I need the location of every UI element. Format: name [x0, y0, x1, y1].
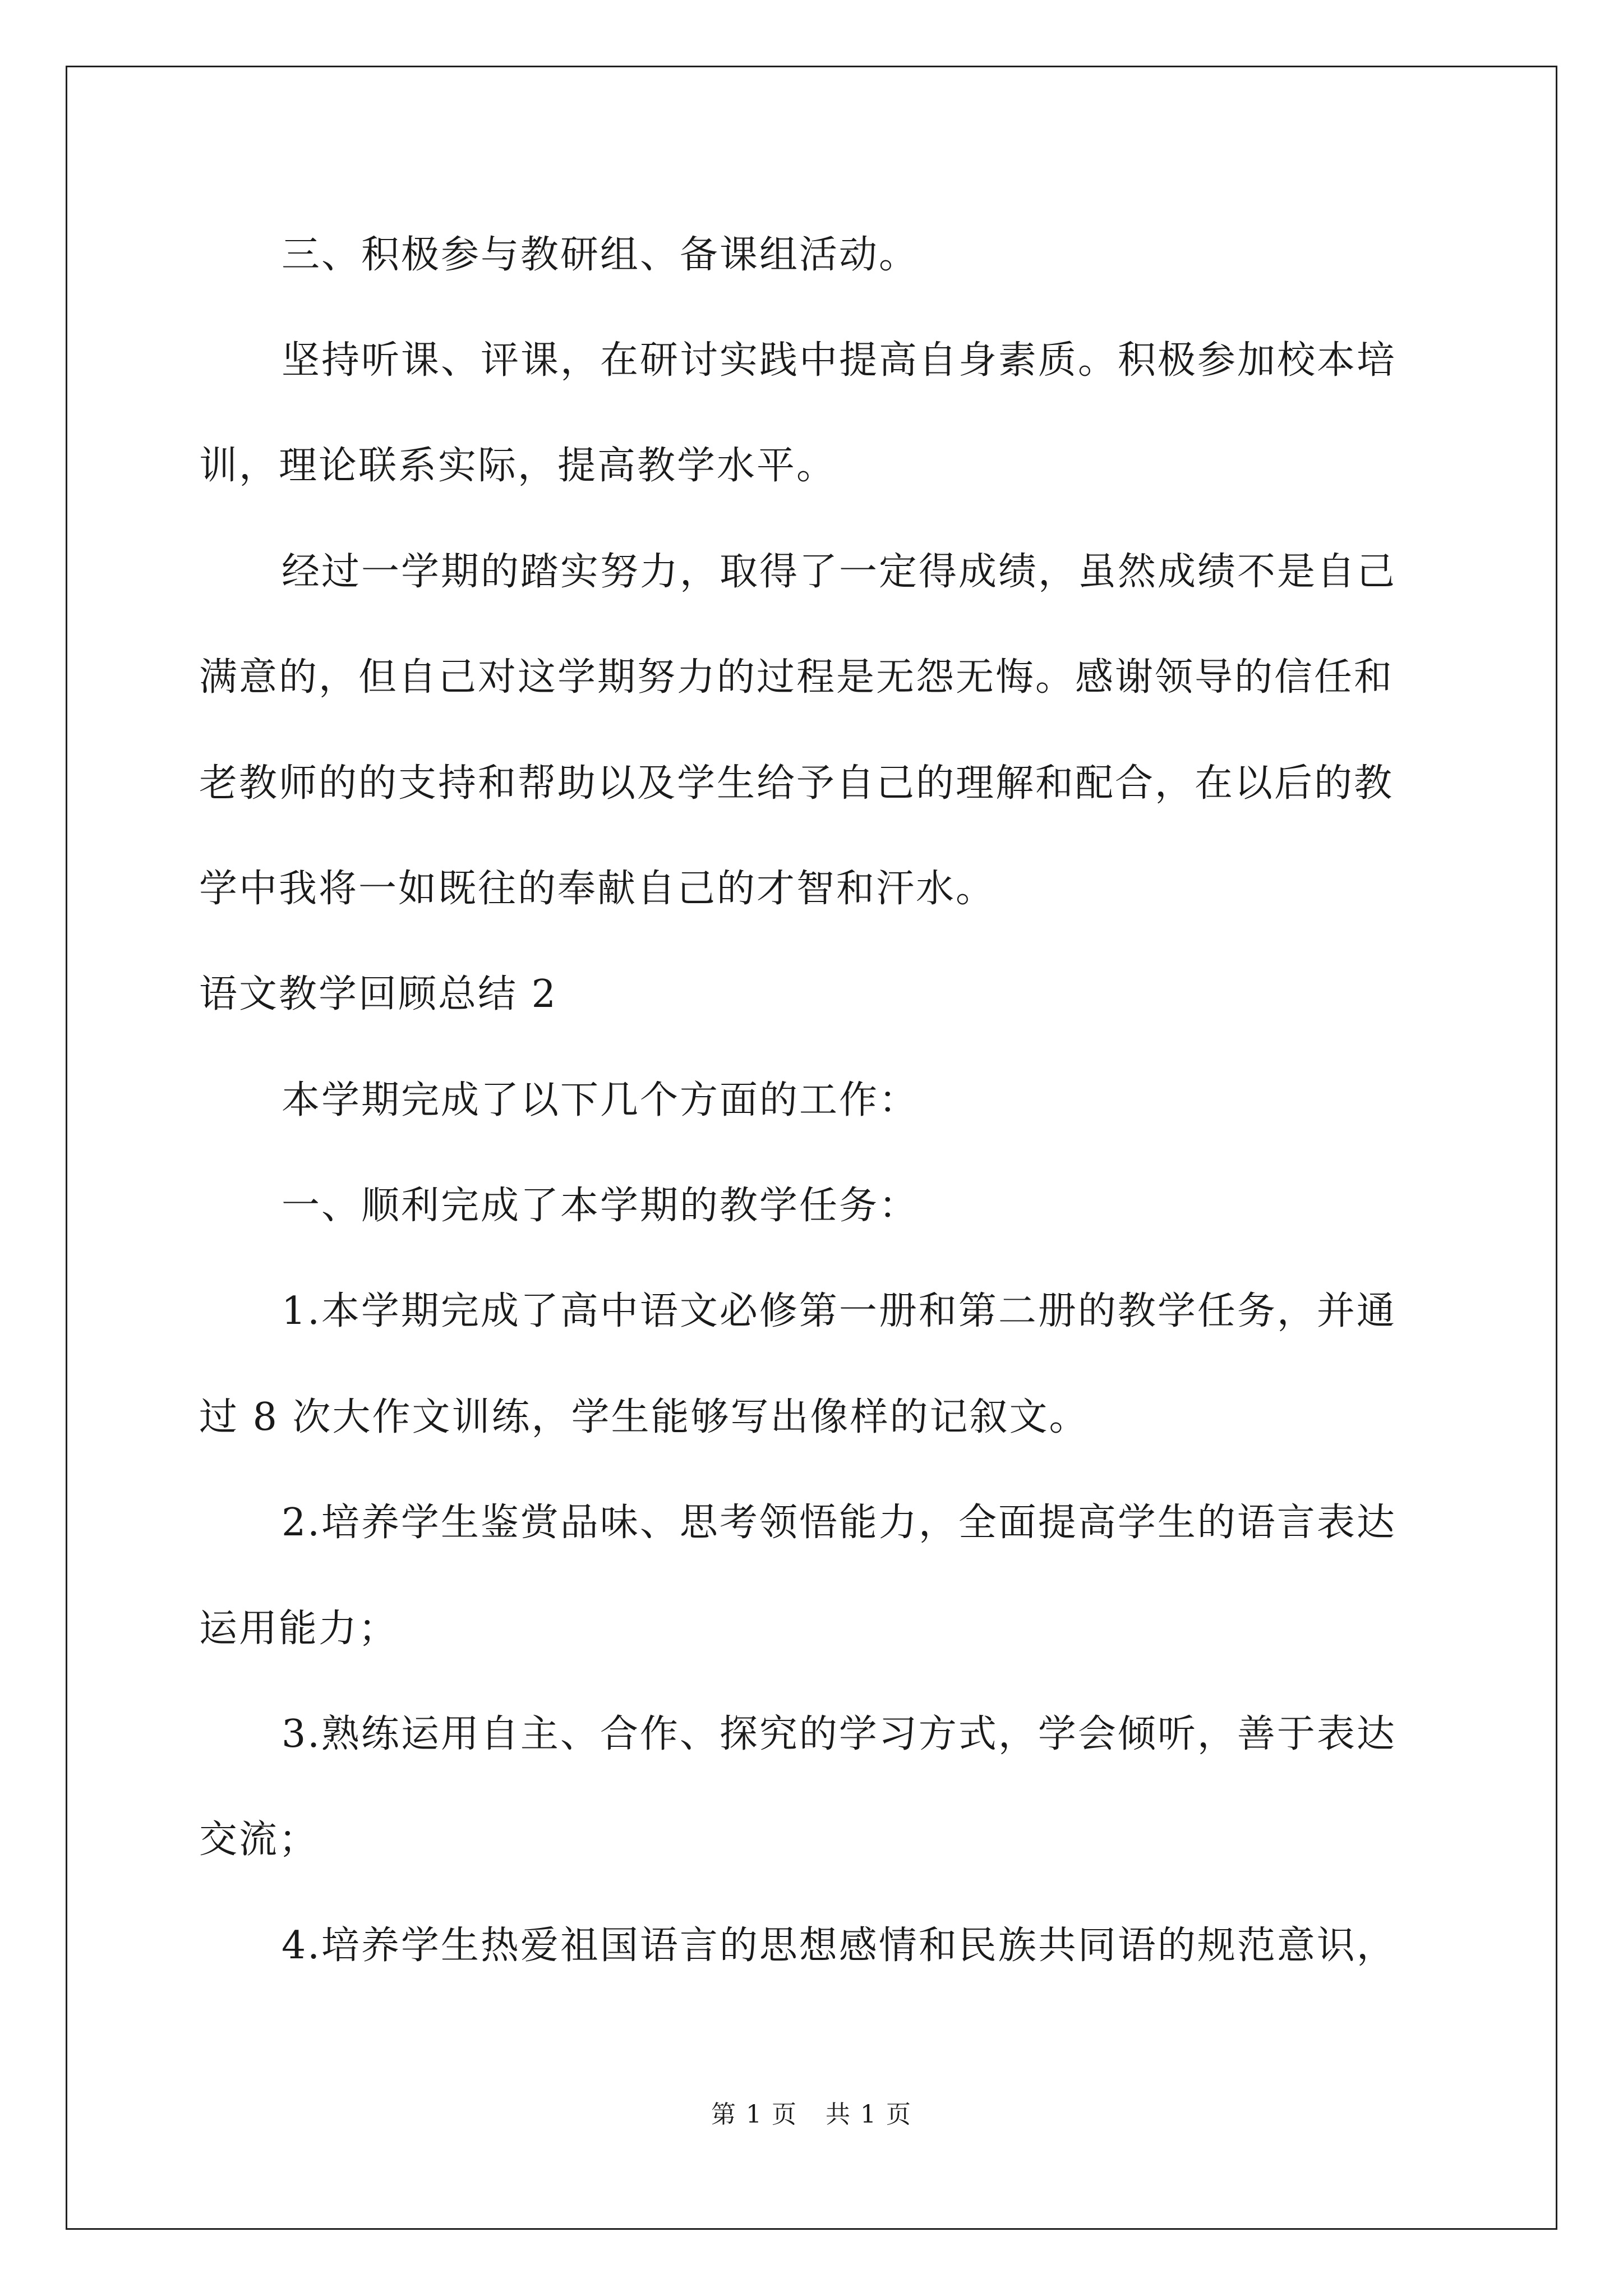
paragraph-line: 3.熟练运用自主、合作、探究的学习方式，学会倾听，善于表达	[282, 1712, 1396, 1756]
paragraph-line: 学中我将一如既往的奉献自己的才智和汗水。	[199, 867, 996, 911]
paragraph-line: 本学期完成了以下几个方面的工作：	[282, 1078, 919, 1122]
paragraph-line: 满意的，但自己对这学期努力的过程是无怨无悔。感谢领导的信任和	[199, 655, 1394, 700]
paragraph-line: 4.培养学生热爱祖国语言的思想感情和民族共同语的规范意识，	[282, 1924, 1396, 1968]
page-frame	[66, 66, 1557, 2230]
paragraph-line: 三、积极参与教研组、备课组活动。	[282, 233, 919, 277]
paragraph-line: 经过一学期的踏实努力，取得了一定得成绩，虽然成绩不是自己	[282, 550, 1397, 594]
paragraph-line: 2.培养学生鉴赏品味、思考领悟能力，全面提高学生的语言表达	[282, 1501, 1396, 1545]
section-heading: 语文教学回顾总结 2	[199, 972, 557, 1016]
page-footer	[0, 2099, 1623, 2131]
paragraph-line: 交流；	[199, 1818, 319, 1862]
paragraph-line: 过 8 次大作文训练，学生能够写出像样的记叙文。	[199, 1395, 1089, 1439]
paragraph-line: 坚持听课、评课，在研讨实践中提高自身素质。积极参加校本培	[282, 338, 1397, 383]
page-number: 第 1 页	[711, 2100, 797, 2129]
paragraph-line: 老教师的的支持和帮助以及学生给予自己的理解和配合，在以后的教	[199, 761, 1394, 806]
paragraph-line: 运用能力；	[199, 1607, 399, 1651]
page-total: 共 1 页	[826, 2100, 912, 2129]
paragraph-line: 一、顺利完成了本学期的教学任务：	[282, 1184, 919, 1228]
paragraph-line: 1.本学期完成了高中语文必修第一册和第二册的教学任务，并通	[282, 1289, 1396, 1333]
paragraph-line: 训，理论联系实际，提高教学水平。	[199, 444, 837, 488]
